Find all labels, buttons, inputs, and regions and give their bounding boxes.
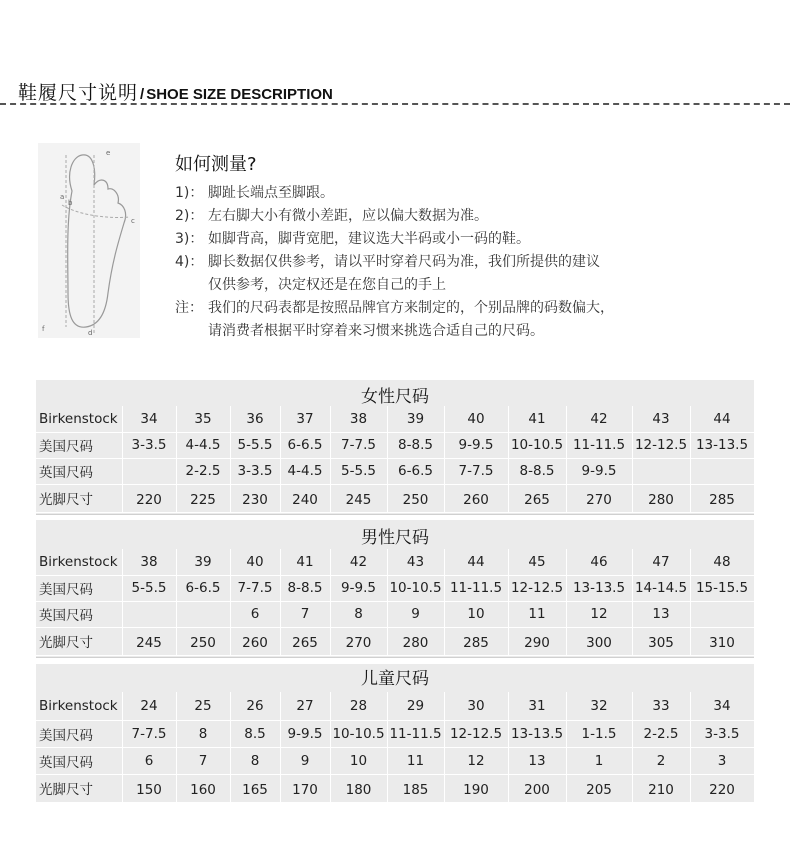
size-cell: 7 — [280, 601, 330, 627]
size-cell: 15-15.5 — [690, 575, 754, 601]
row-label: 光脚尺寸 — [36, 627, 122, 655]
table-row — [36, 484, 754, 512]
size-cell: 11-11.5 — [444, 575, 508, 601]
size-cell: 3 — [690, 747, 754, 774]
how-to-measure-title: 如何测量? — [175, 154, 257, 175]
size-cell: 6-6.5 — [176, 575, 230, 601]
diagram-label-d: d — [88, 329, 93, 337]
size-cell: 34 — [690, 692, 754, 720]
size-cell: 28 — [330, 692, 387, 720]
size-cell: 24 — [122, 692, 176, 720]
size-cell: 225 — [176, 484, 230, 512]
size-cell: 290 — [508, 627, 566, 655]
size-cell: 46 — [566, 549, 632, 575]
size-cell: 12-12.5 — [508, 575, 566, 601]
howto-item: 仅供参考，决定权还是在您自己的手上 — [208, 277, 446, 293]
size-cell: 37 — [280, 406, 330, 432]
size-cell: 310 — [690, 627, 754, 655]
row-label: 美国尺码 — [36, 575, 122, 601]
size-cell: 7-7.5 — [230, 575, 280, 601]
row-label: 光脚尺寸 — [36, 484, 122, 512]
size-cell: 4-4.5 — [176, 432, 230, 458]
size-cell: 8-8.5 — [387, 432, 444, 458]
diagram-label-e: e — [106, 149, 111, 157]
size-cell: 305 — [632, 627, 690, 655]
size-cell: 10 — [330, 747, 387, 774]
size-cell: 150 — [122, 774, 176, 802]
size-cell: 270 — [566, 484, 632, 512]
size-cell: 38 — [330, 406, 387, 432]
diagram-label-b: b — [68, 199, 73, 207]
row-label: Birkenstock — [36, 549, 122, 575]
size-cell: 220 — [122, 484, 176, 512]
men-size-title: 男性尺码 — [361, 528, 429, 548]
size-cell: 205 — [566, 774, 632, 802]
size-cell: 39 — [176, 549, 230, 575]
table-row — [36, 406, 754, 432]
women-size-title: 女性尺码 — [361, 387, 429, 407]
row-label: 英国尺码 — [36, 747, 122, 774]
table-row — [36, 432, 754, 458]
size-cell: 45 — [508, 549, 566, 575]
size-cell: 2 — [632, 747, 690, 774]
table-row — [36, 458, 754, 484]
diagram-label-a: a — [60, 193, 65, 201]
header-title-cn: 鞋履尺寸说明 — [18, 82, 139, 104]
size-cell: 8 — [330, 601, 387, 627]
size-cell: 12-12.5 — [632, 432, 690, 458]
size-cell: 7-7.5 — [330, 432, 387, 458]
size-cell: 11 — [387, 747, 444, 774]
size-cell: 13 — [508, 747, 566, 774]
size-cell: 10-10.5 — [387, 575, 444, 601]
size-cell: 7-7.5 — [122, 720, 176, 747]
size-cell: 40 — [444, 406, 508, 432]
table-row — [36, 575, 754, 601]
row-label: 美国尺码 — [36, 432, 122, 458]
size-cell: 3-3.5 — [230, 458, 280, 484]
men-size-panel — [36, 520, 754, 658]
size-cell: 5-5.5 — [330, 458, 387, 484]
size-cell: 39 — [387, 406, 444, 432]
size-cell: 200 — [508, 774, 566, 802]
table-row — [36, 747, 754, 774]
men-size-table — [36, 549, 755, 656]
size-cell: 210 — [632, 774, 690, 802]
size-cell: 30 — [444, 692, 508, 720]
size-cell: 44 — [444, 549, 508, 575]
size-cell — [632, 458, 690, 484]
table-row — [36, 627, 754, 655]
size-cell: 8.5 — [230, 720, 280, 747]
table-row — [36, 774, 754, 802]
kids-size-title: 儿童尺码 — [361, 669, 429, 689]
size-cell: 165 — [230, 774, 280, 802]
howto-item: 4)： 脚长数据仅供参考，请以平时穿着尺码为准，我们所提供的建议 — [175, 254, 600, 270]
size-cell: 280 — [387, 627, 444, 655]
row-label: Birkenstock — [36, 406, 122, 432]
size-cell — [122, 458, 176, 484]
size-cell: 11-11.5 — [387, 720, 444, 747]
size-cell: 3-3.5 — [122, 432, 176, 458]
size-cell: 9-9.5 — [566, 458, 632, 484]
size-cell: 12 — [566, 601, 632, 627]
size-cell: 260 — [444, 484, 508, 512]
kids-size-table — [36, 692, 755, 803]
size-cell: 10 — [444, 601, 508, 627]
howto-note: 请消费者根据平时穿着来习惯来挑选合适自己的尺码。 — [208, 323, 544, 339]
howto-item: 2)： 左右脚大小有微小差距，应以偏大数据为准。 — [175, 208, 488, 224]
size-cell: 47 — [632, 549, 690, 575]
size-cell: 9 — [280, 747, 330, 774]
size-cell: 2-2.5 — [632, 720, 690, 747]
section-header — [18, 78, 790, 106]
size-cell: 13-13.5 — [566, 575, 632, 601]
size-cell: 185 — [387, 774, 444, 802]
header-divider — [0, 103, 790, 105]
diagram-label-f: f — [42, 325, 45, 333]
table-row — [36, 549, 754, 575]
size-cell: 265 — [280, 627, 330, 655]
size-cell: 5-5.5 — [230, 432, 280, 458]
size-cell: 8-8.5 — [508, 458, 566, 484]
size-cell: 160 — [176, 774, 230, 802]
size-cell: 5-5.5 — [122, 575, 176, 601]
size-cell: 10-10.5 — [508, 432, 566, 458]
size-cell: 245 — [330, 484, 387, 512]
size-cell: 9 — [387, 601, 444, 627]
size-cell: 13-13.5 — [690, 432, 754, 458]
size-cell: 14-14.5 — [632, 575, 690, 601]
size-cell: 6 — [122, 747, 176, 774]
size-cell: 26 — [230, 692, 280, 720]
size-cell: 29 — [387, 692, 444, 720]
size-cell: 32 — [566, 692, 632, 720]
size-cell: 2-2.5 — [176, 458, 230, 484]
diagram-label-c: c — [131, 217, 135, 225]
size-cell: 9-9.5 — [280, 720, 330, 747]
size-cell: 42 — [330, 549, 387, 575]
row-label: 英国尺码 — [36, 458, 122, 484]
size-cell: 10-10.5 — [330, 720, 387, 747]
table-row — [36, 601, 754, 627]
size-cell: 8 — [230, 747, 280, 774]
size-cell: 33 — [632, 692, 690, 720]
size-cell: 1-1.5 — [566, 720, 632, 747]
howto-item: 3)： 如脚背高，脚背宽肥，建议选大半码或小一码的鞋。 — [175, 231, 530, 247]
size-cell: 34 — [122, 406, 176, 432]
size-cell: 27 — [280, 692, 330, 720]
size-cell: 25 — [176, 692, 230, 720]
size-cell: 190 — [444, 774, 508, 802]
size-cell: 13-13.5 — [508, 720, 566, 747]
size-cell: 285 — [444, 627, 508, 655]
howto-item: 1)： 脚趾长端点至脚跟。 — [175, 185, 334, 201]
how-to-measure — [175, 153, 614, 343]
size-cell: 7 — [176, 747, 230, 774]
size-cell: 40 — [230, 549, 280, 575]
row-label: 光脚尺寸 — [36, 774, 122, 802]
size-cell: 48 — [690, 549, 754, 575]
size-cell: 230 — [230, 484, 280, 512]
size-cell: 11-11.5 — [566, 432, 632, 458]
size-cell: 12-12.5 — [444, 720, 508, 747]
size-cell — [690, 601, 754, 627]
size-cell: 180 — [330, 774, 387, 802]
size-cell: 12 — [444, 747, 508, 774]
size-cell: 250 — [387, 484, 444, 512]
size-cell: 240 — [280, 484, 330, 512]
size-cell: 8-8.5 — [280, 575, 330, 601]
size-cell: 260 — [230, 627, 280, 655]
size-cell: 6-6.5 — [280, 432, 330, 458]
women-size-panel — [36, 380, 754, 515]
size-cell: 6 — [230, 601, 280, 627]
howto-note: 注： 我们的尺码表都是按照品牌官方来制定的，个别品牌的码数偏大， — [175, 300, 614, 316]
size-cell — [122, 601, 176, 627]
header-title-en: SHOE SIZE DESCRIPTION — [146, 86, 333, 103]
size-cell: 8 — [176, 720, 230, 747]
size-cell: 220 — [690, 774, 754, 802]
size-cell: 7-7.5 — [444, 458, 508, 484]
size-cell: 43 — [387, 549, 444, 575]
size-cell: 35 — [176, 406, 230, 432]
table-row — [36, 720, 754, 747]
size-cell: 41 — [280, 549, 330, 575]
size-cell: 3-3.5 — [690, 720, 754, 747]
size-cell: 300 — [566, 627, 632, 655]
size-cell: 36 — [230, 406, 280, 432]
size-cell: 4-4.5 — [280, 458, 330, 484]
size-cell: 38 — [122, 549, 176, 575]
size-cell: 31 — [508, 692, 566, 720]
table-row — [36, 692, 754, 720]
row-label: 英国尺码 — [36, 601, 122, 627]
row-label: Birkenstock — [36, 692, 122, 720]
size-cell: 44 — [690, 406, 754, 432]
size-cell: 1 — [566, 747, 632, 774]
women-size-table — [36, 406, 755, 513]
size-cell: 43 — [632, 406, 690, 432]
size-cell: 270 — [330, 627, 387, 655]
size-cell: 9-9.5 — [444, 432, 508, 458]
size-cell: 170 — [280, 774, 330, 802]
size-cell — [176, 601, 230, 627]
size-cell: 250 — [176, 627, 230, 655]
size-cell: 41 — [508, 406, 566, 432]
size-cell: 285 — [690, 484, 754, 512]
kids-size-panel — [36, 664, 754, 803]
header-separator: / — [140, 86, 145, 103]
row-label: 美国尺码 — [36, 720, 122, 747]
size-cell: 9-9.5 — [330, 575, 387, 601]
size-cell: 245 — [122, 627, 176, 655]
size-cell: 280 — [632, 484, 690, 512]
size-cell — [690, 458, 754, 484]
size-cell: 13 — [632, 601, 690, 627]
size-cell: 42 — [566, 406, 632, 432]
size-cell: 265 — [508, 484, 566, 512]
size-cell: 11 — [508, 601, 566, 627]
foot-measurement-diagram — [38, 143, 140, 338]
size-cell: 6-6.5 — [387, 458, 444, 484]
